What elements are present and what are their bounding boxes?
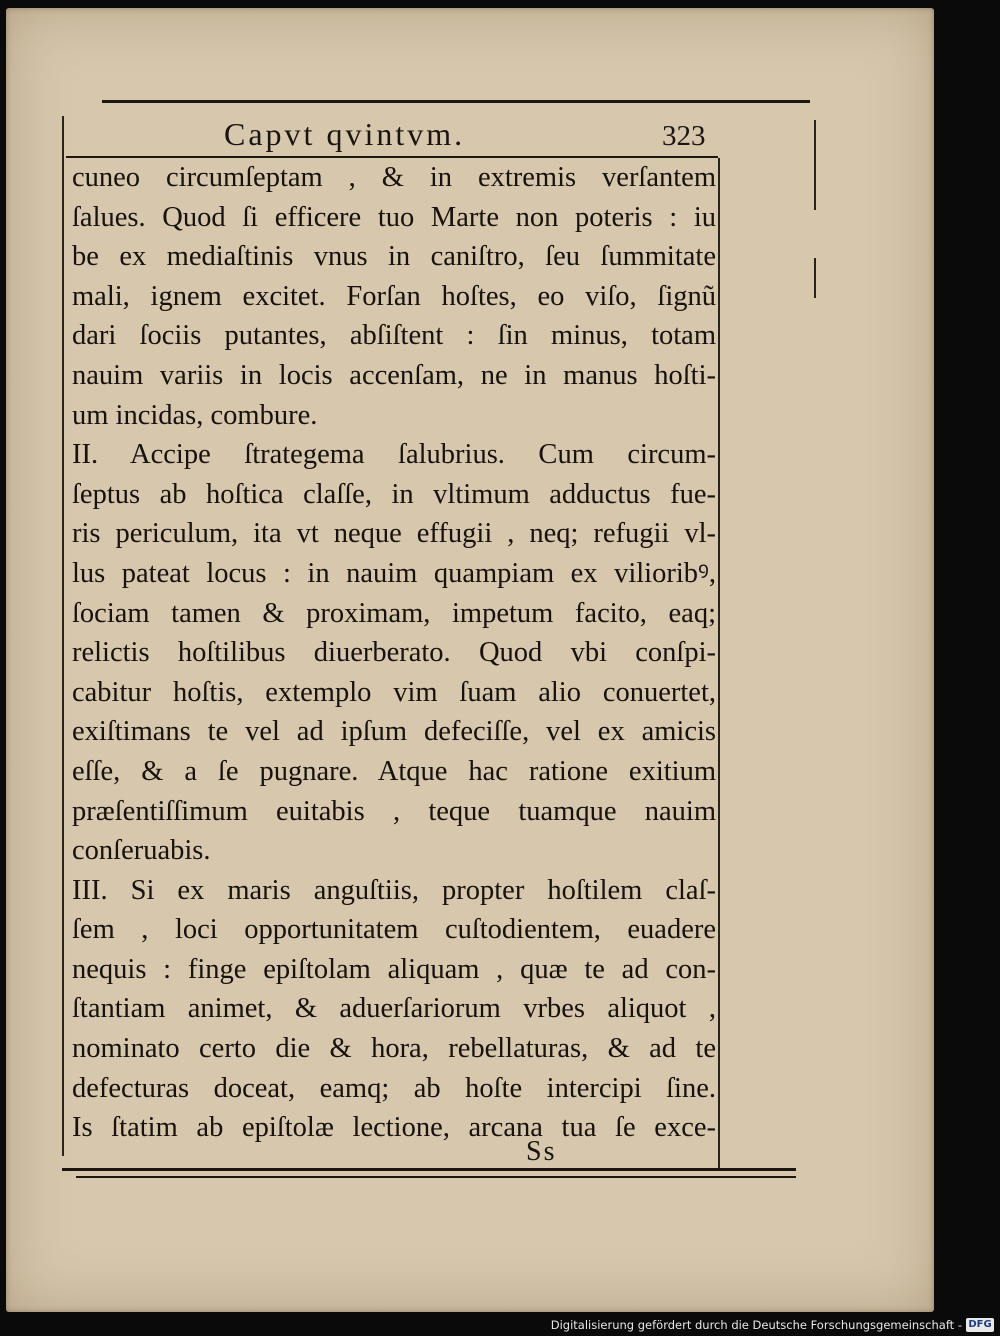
text-line-content: cabitur hoſtis, extemplo vim ſuam alio conuertet,: [72, 676, 716, 708]
text-line: [72, 1108, 716, 1148]
text-line-content: eſſe, & a ſe pugnare. Atque hac ratione exitium: [72, 755, 716, 787]
text-line: [72, 871, 716, 911]
text-line-content: præſentiſſimum euitabis , teque tuamque nauim: [72, 795, 716, 827]
text-line: [72, 950, 716, 990]
text-line-content: be ex mediaſtinis vnus in caniſtro, ſeu ſummitate: [72, 241, 716, 273]
text-line: [72, 277, 716, 317]
text-line: [72, 1029, 716, 1069]
text-line-content: relictis hoſtilibus diuerberato. Quod vbi conſpi-: [72, 637, 716, 669]
text-line-content: conſeruabis.: [72, 835, 211, 867]
text-line-content: III. Si ex maris anguſtiis, propter hoſtilem claſ-: [72, 874, 716, 906]
signature-mark: Ss: [526, 1136, 557, 1167]
page-number: 323: [662, 120, 706, 152]
text-line: [72, 356, 716, 396]
text-line-content: um incidas, combure.: [72, 399, 318, 431]
text-block: [72, 158, 716, 1148]
text-line: [72, 475, 716, 515]
text-line: [72, 514, 716, 554]
text-line: [72, 554, 716, 594]
running-head: Capvt qvintvm.: [224, 116, 466, 152]
text-line: [72, 198, 716, 238]
text-line: [72, 633, 716, 673]
bottom-rule: [62, 1168, 796, 1171]
text-line-content: nequis : finge epiſtolam aliquam , quæ te ad con-: [72, 953, 716, 985]
text-line-content: ſociam tamen & proximam, impetum facito, eaq;: [72, 597, 716, 629]
text-line-content: exiſtimans te vel ad ipſum defeciſſe, vel ex amicis: [72, 716, 716, 748]
text-line-content: nauim variis in locis accenſam, ne in manus hoſti-: [72, 359, 716, 391]
bottom-rule-lower: [76, 1176, 796, 1178]
text-line: [72, 237, 716, 277]
text-line-content: nominato certo die & hora, rebellaturas, & ad te: [72, 1033, 716, 1065]
left-margin-line: [62, 116, 64, 1156]
right-margin-line: [718, 158, 720, 1168]
text-line: [72, 396, 716, 436]
text-line-content: lus pateat locus : in nauim quampiam ex vilioribꝰ,: [72, 557, 716, 589]
text-line: [72, 435, 716, 475]
right-edge-mark-2: [814, 258, 816, 298]
dfg-logo: DFG: [966, 1318, 994, 1332]
text-line-content: ſtantiam animet, & aduerſariorum vrbes aliquot ,: [72, 993, 716, 1025]
text-line: [72, 712, 716, 752]
text-line: [72, 752, 716, 792]
text-line: [72, 316, 716, 356]
text-line: [72, 792, 716, 832]
text-line-content: mali, ignem excitet. Forſan hoſtes, eo viſo, ſignũ: [72, 280, 716, 312]
text-line: [72, 1069, 716, 1109]
text-line-content: II. Accipe ſtrategema ſalubrius. Cum circum-: [72, 439, 716, 471]
text-line-content: ris periculum, ita vt neque effugii , neq; refugii vl-: [72, 518, 716, 550]
text-line-content: Is ſtatim ab epiſtolæ lectione, arcana tua ſe exce-: [72, 1112, 716, 1144]
text-line: [72, 989, 716, 1029]
funding-credit: Digitalisierung gefördert durch die Deutsche Forschungsgemeinschaft -: [550, 1318, 962, 1332]
text-line: [72, 158, 716, 198]
text-line-content: defecturas doceat, eamq; ab hoſte intercipi ſine.: [72, 1072, 716, 1104]
text-line-content: ſem , loci opportunitatem cuſtodientem, euadere: [72, 914, 716, 946]
text-line-content: cuneo circumſeptam , & in extremis verſantem: [72, 162, 716, 193]
book-page: [6, 8, 934, 1312]
text-line-content: dari ſociis putantes, abſiſtent : ſin minus, totam: [72, 320, 716, 352]
text-line: [72, 910, 716, 950]
top-rule: [102, 100, 810, 103]
text-line: [72, 673, 716, 713]
text-line-content: ſeptus ab hoſtica claſſe, in vltimum adductus fue-: [72, 478, 716, 510]
right-edge-mark: [814, 120, 816, 210]
text-line: [72, 831, 716, 871]
text-line-content: ſalues. Quod ſi efficere tuo Marte non poteris : iu: [72, 201, 716, 233]
text-line: [72, 594, 716, 634]
viewer-footer: [0, 1316, 1000, 1336]
